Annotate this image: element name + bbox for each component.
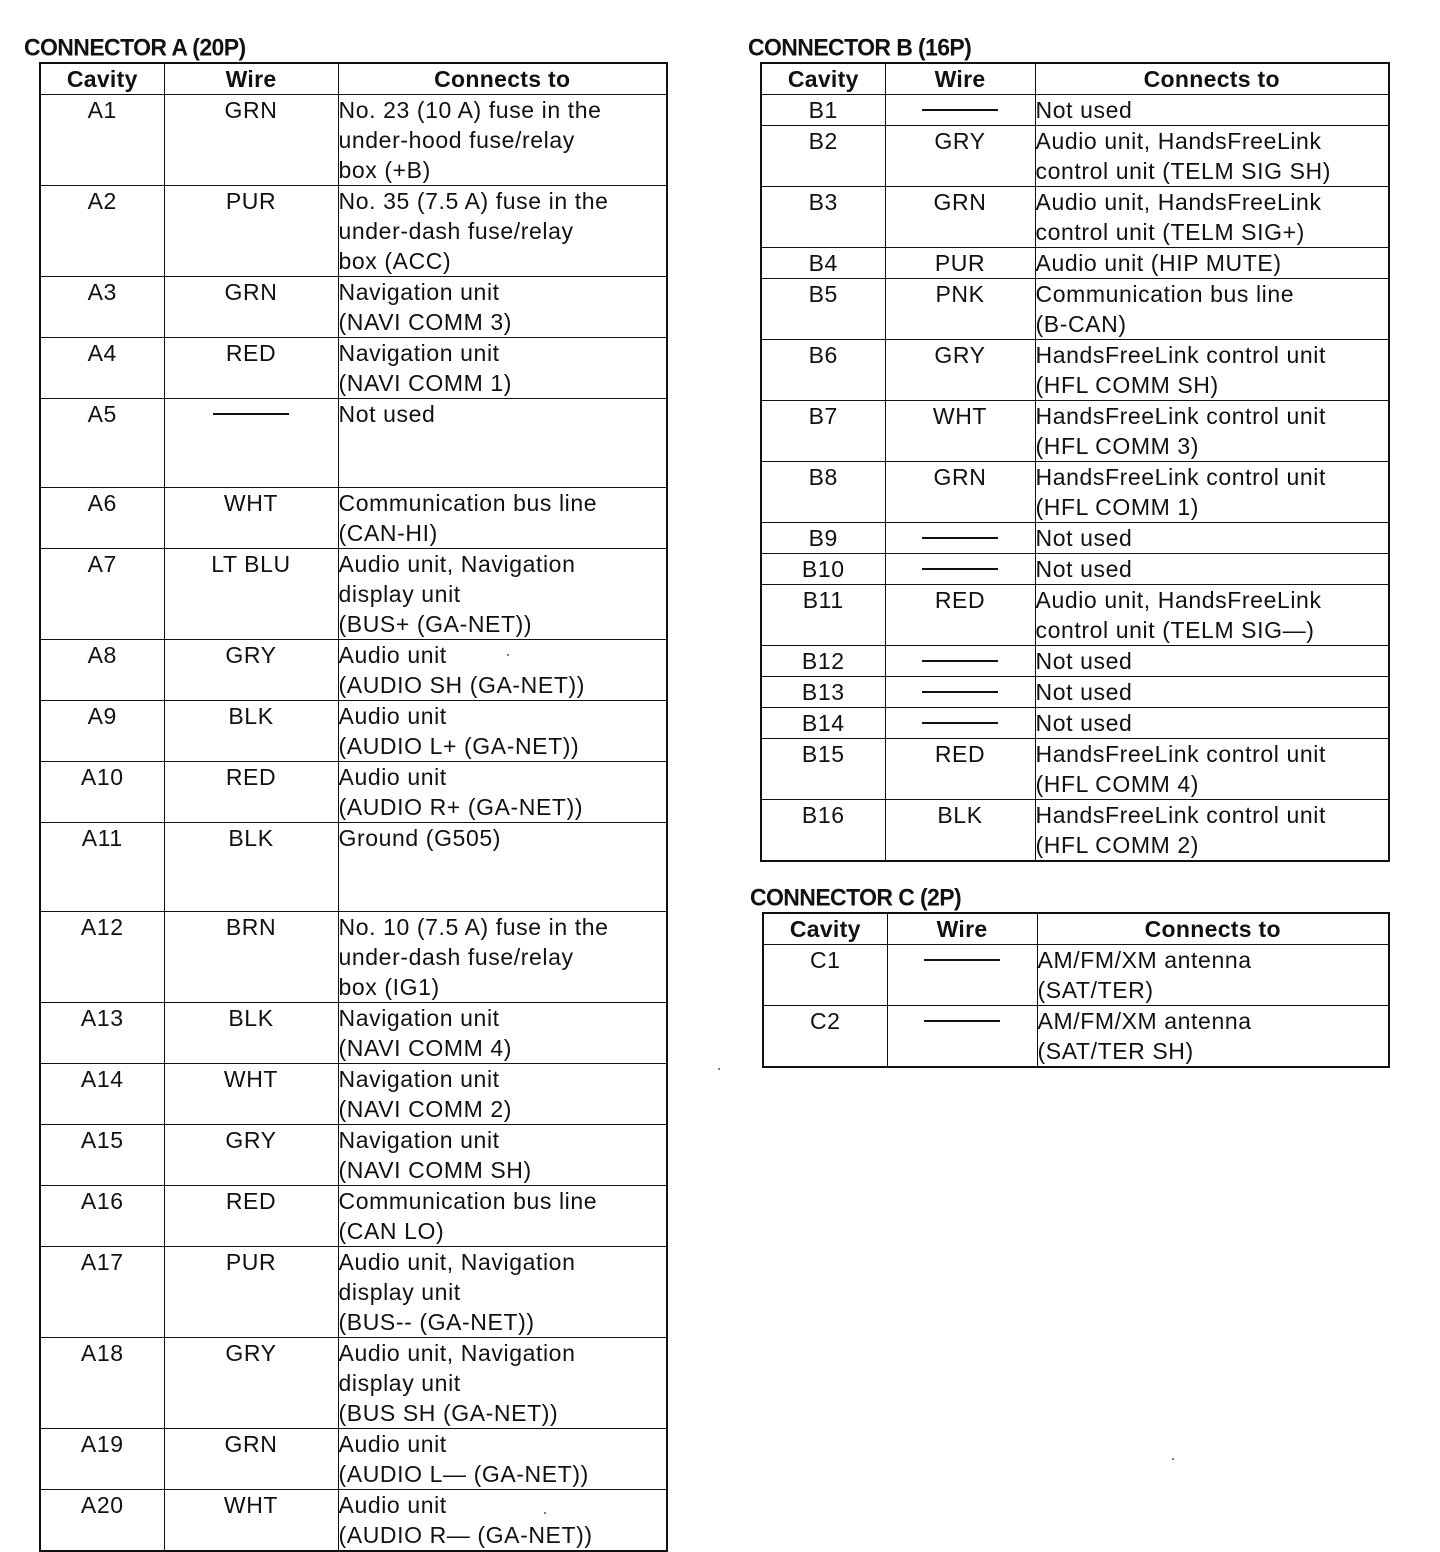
table-row <box>761 646 1389 677</box>
table-row <box>40 186 667 277</box>
connects-to-line: No. 23 (10 A) fuse in the <box>338 97 602 123</box>
table-row <box>761 708 1389 739</box>
connects-to-line: Audio unit <box>338 1431 447 1457</box>
table-row <box>40 1125 667 1186</box>
connects-to-cell <box>1035 462 1389 523</box>
connector-a-table <box>39 62 668 1552</box>
connects-to-line: (HFL COMM 2) <box>1035 832 1200 858</box>
wire-cell: RED <box>164 338 338 399</box>
header-row <box>763 913 1389 945</box>
wire-cell: RED <box>164 762 338 823</box>
cavity-cell: A16 <box>40 1186 164 1247</box>
connects-to-line: Audio unit, Navigation <box>338 1340 576 1366</box>
connector-b-table <box>760 62 1390 862</box>
connects-to-cell <box>1035 800 1389 862</box>
wire-cell: BRN <box>164 912 338 1003</box>
connects-to-cell <box>1035 677 1389 708</box>
cavity-cell: A8 <box>40 640 164 701</box>
connects-to-line: Not used <box>1035 556 1133 582</box>
connects-to-cell <box>338 1125 667 1186</box>
table-row <box>761 248 1389 279</box>
cavity-cell: A20 <box>40 1490 164 1552</box>
scan-speck <box>507 654 509 656</box>
connects-to-line: HandsFreeLink control unit <box>1035 802 1326 828</box>
connects-to-line: (HFL COMM 1) <box>1035 494 1200 520</box>
table-row <box>40 277 667 338</box>
connects-to-line: (AUDIO L+ (GA-NET)) <box>338 733 580 759</box>
connects-to-cell <box>1035 95 1389 126</box>
wire-cell: GRY <box>885 340 1035 401</box>
wire-cell: RED <box>885 585 1035 646</box>
connects-to-line: HandsFreeLink control unit <box>1035 342 1326 368</box>
connects-to-line: Not used <box>1035 648 1133 674</box>
cavity-header: Cavity <box>761 63 885 95</box>
wire-cell: BLK <box>164 823 338 912</box>
connector-a-section <box>24 34 666 1552</box>
table-row <box>40 912 667 1003</box>
connects-to-cell <box>1037 1006 1389 1068</box>
connector-b-title: CONNECTOR B (16P) <box>748 33 972 61</box>
table-row <box>40 1186 667 1247</box>
connects-to-line: (AUDIO R— (GA-NET)) <box>338 1522 593 1548</box>
cavity-cell: B16 <box>761 800 885 862</box>
cavity-cell: B14 <box>761 708 885 739</box>
connector-a-title: CONNECTOR A (20P) <box>24 33 246 61</box>
table-row <box>763 1006 1389 1068</box>
wire-cell <box>887 945 1037 1006</box>
connects-to-line: AM/FM/XM antenna <box>1037 947 1252 973</box>
connects-to-line: (AUDIO L— (GA-NET)) <box>338 1461 589 1487</box>
connects-to-line: (HFL COMM 4) <box>1035 771 1200 797</box>
table-row <box>40 549 667 640</box>
wire-cell: GRY <box>164 640 338 701</box>
table-row <box>761 554 1389 585</box>
connects-to-cell <box>338 1490 667 1552</box>
connects-to-cell <box>338 823 667 912</box>
cavity-cell: A7 <box>40 549 164 640</box>
connects-to-line: control unit (TELM SIG—) <box>1035 617 1315 643</box>
connects-to-line: (BUS+ (GA-NET)) <box>338 611 533 637</box>
connects-to-cell <box>338 338 667 399</box>
table-row <box>40 399 667 488</box>
wire-cell: WHT <box>885 401 1035 462</box>
table-row <box>40 640 667 701</box>
connects-to-cell <box>1035 708 1389 739</box>
connects-to-line: Audio unit, HandsFreeLink <box>1035 587 1322 613</box>
connects-to-cell <box>1035 248 1389 279</box>
connects-to-line: Navigation unit <box>338 1005 500 1031</box>
no-wire-dash <box>922 537 998 539</box>
cavity-cell: B13 <box>761 677 885 708</box>
cavity-cell: A6 <box>40 488 164 549</box>
connects-to-line: Audio unit <box>338 764 447 790</box>
connects-to-line: control unit (TELM SIG+) <box>1035 219 1305 245</box>
connects-to-cell <box>1035 554 1389 585</box>
connects-to-line: Not used <box>1035 525 1133 551</box>
cavity-cell: B8 <box>761 462 885 523</box>
connects-to-line: No. 35 (7.5 A) fuse in the <box>338 188 609 214</box>
table-row <box>40 823 667 912</box>
wire-cell: GRY <box>885 126 1035 187</box>
no-wire-dash <box>922 691 998 693</box>
connects-to-line: Navigation unit <box>338 1066 500 1092</box>
connects-to-cell <box>338 640 667 701</box>
cavity-cell: B12 <box>761 646 885 677</box>
connects-to-line: box (+B) <box>338 157 431 183</box>
connects-to-line: Audio unit (HIP MUTE) <box>1035 250 1282 276</box>
cavity-cell: A10 <box>40 762 164 823</box>
connects-to-cell <box>338 1429 667 1490</box>
no-wire-dash <box>922 722 998 724</box>
header-row <box>761 63 1389 95</box>
cavity-cell: B10 <box>761 554 885 585</box>
wire-cell <box>885 95 1035 126</box>
connector-c-title: CONNECTOR C (2P) <box>750 883 962 911</box>
wire-cell: LT BLU <box>164 549 338 640</box>
connects-to-line: Audio unit <box>338 703 447 729</box>
wire-cell <box>885 523 1035 554</box>
wire-header: Wire <box>887 913 1037 945</box>
connects-to-cell <box>338 399 667 488</box>
connects-to-line: (NAVI COMM 2) <box>338 1096 512 1122</box>
cavity-cell: A5 <box>40 399 164 488</box>
table-row <box>761 800 1389 862</box>
connects-to-line: (CAN LO) <box>338 1218 445 1244</box>
cavity-cell: A14 <box>40 1064 164 1125</box>
wire-cell: GRN <box>164 95 338 186</box>
connects-to-header: Connects to <box>1035 63 1389 95</box>
connects-to-line: Audio unit, Navigation <box>338 551 576 577</box>
connects-to-line: box (IG1) <box>338 974 440 1000</box>
connects-to-line: HandsFreeLink control unit <box>1035 741 1326 767</box>
wire-cell: BLK <box>164 1003 338 1064</box>
connects-to-line: (SAT/TER SH) <box>1037 1038 1194 1064</box>
header-row <box>40 63 667 95</box>
wire-cell: BLK <box>164 701 338 762</box>
cavity-cell: C2 <box>763 1006 887 1068</box>
wire-cell: PUR <box>885 248 1035 279</box>
table-row <box>40 1490 667 1552</box>
table-row <box>761 739 1389 800</box>
wire-cell: WHT <box>164 488 338 549</box>
connects-to-cell <box>338 549 667 640</box>
wire-cell: BLK <box>885 800 1035 862</box>
table-row <box>761 187 1389 248</box>
scan-speck <box>718 1068 720 1070</box>
table-row <box>761 677 1389 708</box>
connects-to-line: Audio unit <box>338 1492 447 1518</box>
connects-to-line: No. 10 (7.5 A) fuse in the <box>338 914 609 940</box>
cavity-cell: A1 <box>40 95 164 186</box>
no-wire-dash <box>213 413 289 415</box>
connects-to-cell <box>338 1338 667 1429</box>
connects-to-line: Not used <box>1035 679 1133 705</box>
table-row <box>763 945 1389 1006</box>
connects-to-cell <box>338 1064 667 1125</box>
connects-to-cell <box>1035 401 1389 462</box>
connects-to-cell <box>1035 739 1389 800</box>
cavity-cell: B11 <box>761 585 885 646</box>
table-row <box>761 462 1389 523</box>
connects-to-cell <box>1035 585 1389 646</box>
connects-to-line: Audio unit <box>338 642 447 668</box>
cavity-cell: A18 <box>40 1338 164 1429</box>
wire-cell: PUR <box>164 1247 338 1338</box>
cavity-cell: A3 <box>40 277 164 338</box>
connects-to-cell <box>338 701 667 762</box>
connects-to-line: display unit <box>338 1279 461 1305</box>
table-row <box>40 1338 667 1429</box>
connects-to-cell <box>338 186 667 277</box>
connects-to-line: Navigation unit <box>338 340 500 366</box>
cavity-cell: B2 <box>761 126 885 187</box>
table-row <box>40 95 667 186</box>
connects-to-cell <box>338 1003 667 1064</box>
connects-to-line: (SAT/TER) <box>1037 977 1154 1003</box>
connects-to-line: under-dash fuse/relay <box>338 944 574 970</box>
wire-cell: PUR <box>164 186 338 277</box>
connects-to-line: Not used <box>1035 710 1133 736</box>
wire-cell <box>885 554 1035 585</box>
scan-speck <box>1172 1458 1174 1460</box>
connects-to-line: (AUDIO SH (GA-NET)) <box>338 672 585 698</box>
cavity-cell: A12 <box>40 912 164 1003</box>
wire-cell: GRN <box>164 1429 338 1490</box>
cavity-header: Cavity <box>40 63 164 95</box>
connects-to-line: Audio unit, Navigation <box>338 1249 576 1275</box>
connects-to-cell <box>1035 523 1389 554</box>
cavity-cell: A9 <box>40 701 164 762</box>
connects-to-cell <box>338 95 667 186</box>
connects-to-cell <box>1035 340 1389 401</box>
table-row <box>40 1247 667 1338</box>
connects-to-line: (B-CAN) <box>1035 311 1127 337</box>
no-wire-dash <box>922 568 998 570</box>
connector-c-table <box>762 912 1390 1068</box>
connects-to-line: Audio unit, HandsFreeLink <box>1035 189 1322 215</box>
cavity-cell: A17 <box>40 1247 164 1338</box>
connects-to-line: Navigation unit <box>338 1127 500 1153</box>
connects-to-line: under-hood fuse/relay <box>338 127 575 153</box>
table-row <box>761 95 1389 126</box>
table-row <box>40 1429 667 1490</box>
wire-cell <box>887 1006 1037 1068</box>
cavity-cell: B6 <box>761 340 885 401</box>
connects-to-header: Connects to <box>338 63 667 95</box>
table-row <box>761 523 1389 554</box>
connects-to-line: Communication bus line <box>338 490 598 516</box>
wire-cell: RED <box>164 1186 338 1247</box>
connects-to-line: Not used <box>338 401 436 427</box>
wire-cell: PNK <box>885 279 1035 340</box>
wire-cell: GRY <box>164 1338 338 1429</box>
wire-cell: GRN <box>164 277 338 338</box>
connects-to-line: (HFL COMM 3) <box>1035 433 1200 459</box>
cavity-cell: A13 <box>40 1003 164 1064</box>
connects-to-line: (BUS-- (GA-NET)) <box>338 1309 535 1335</box>
wire-cell <box>885 646 1035 677</box>
connects-to-line: Audio unit, HandsFreeLink <box>1035 128 1322 154</box>
table-row <box>40 701 667 762</box>
connects-to-cell <box>338 1247 667 1338</box>
cavity-cell: C1 <box>763 945 887 1006</box>
connects-to-line: Navigation unit <box>338 279 500 305</box>
wire-cell: GRN <box>885 187 1035 248</box>
cavity-cell: A2 <box>40 186 164 277</box>
connects-to-cell <box>338 762 667 823</box>
connects-to-cell <box>338 277 667 338</box>
table-row <box>40 762 667 823</box>
connects-to-cell <box>1037 945 1389 1006</box>
connects-to-line: AM/FM/XM antenna <box>1037 1008 1252 1034</box>
connects-to-cell <box>1035 126 1389 187</box>
connects-to-cell <box>1035 187 1389 248</box>
table-row <box>40 1064 667 1125</box>
connects-to-line: under-dash fuse/relay <box>338 218 574 244</box>
wire-cell: GRN <box>885 462 1035 523</box>
connects-to-cell <box>1035 646 1389 677</box>
connects-to-cell <box>1035 279 1389 340</box>
cavity-cell: A19 <box>40 1429 164 1490</box>
connects-to-line: (NAVI COMM 1) <box>338 370 512 396</box>
connects-to-line: HandsFreeLink control unit <box>1035 403 1326 429</box>
connects-to-line: (HFL COMM SH) <box>1035 372 1219 398</box>
no-wire-dash <box>924 959 1000 961</box>
connects-to-line: HandsFreeLink control unit <box>1035 464 1326 490</box>
table-row <box>40 488 667 549</box>
cavity-cell: A11 <box>40 823 164 912</box>
table-row <box>761 340 1389 401</box>
connects-to-line: Communication bus line <box>338 1188 598 1214</box>
connector-b-section <box>748 34 1388 862</box>
cavity-cell: B4 <box>761 248 885 279</box>
wire-cell: RED <box>885 739 1035 800</box>
table-row <box>761 585 1389 646</box>
connects-to-line: (NAVI COMM 3) <box>338 309 512 335</box>
cavity-cell: B9 <box>761 523 885 554</box>
connects-to-line: control unit (TELM SIG SH) <box>1035 158 1332 184</box>
connects-to-line: Not used <box>1035 97 1133 123</box>
connects-to-line: (BUS SH (GA-NET)) <box>338 1400 559 1426</box>
connects-to-line: (NAVI COMM 4) <box>338 1035 512 1061</box>
no-wire-dash <box>922 109 998 111</box>
connects-to-line: Communication bus line <box>1035 281 1295 307</box>
connects-to-line: Ground (G505) <box>338 825 501 851</box>
wire-cell <box>164 399 338 488</box>
connects-to-line: (NAVI COMM SH) <box>338 1157 532 1183</box>
wire-cell <box>885 677 1035 708</box>
table-row <box>761 279 1389 340</box>
connects-to-cell <box>338 488 667 549</box>
cavity-cell: B15 <box>761 739 885 800</box>
wire-cell <box>885 708 1035 739</box>
cavity-cell: B3 <box>761 187 885 248</box>
table-row <box>40 338 667 399</box>
cavity-cell: A4 <box>40 338 164 399</box>
connects-to-line: display unit <box>338 581 461 607</box>
wire-header: Wire <box>164 63 338 95</box>
cavity-cell: A15 <box>40 1125 164 1186</box>
connects-to-header: Connects to <box>1037 913 1389 945</box>
table-row <box>40 1003 667 1064</box>
cavity-header: Cavity <box>763 913 887 945</box>
wire-header: Wire <box>885 63 1035 95</box>
no-wire-dash <box>924 1020 1000 1022</box>
connects-to-cell <box>338 912 667 1003</box>
wire-cell: WHT <box>164 1064 338 1125</box>
scan-speck <box>544 1512 546 1514</box>
table-row <box>761 401 1389 462</box>
connects-to-cell <box>338 1186 667 1247</box>
cavity-cell: B1 <box>761 95 885 126</box>
cavity-cell: B5 <box>761 279 885 340</box>
no-wire-dash <box>922 660 998 662</box>
wire-cell: GRY <box>164 1125 338 1186</box>
table-row <box>761 126 1389 187</box>
cavity-cell: B7 <box>761 401 885 462</box>
connects-to-line: (CAN-HI) <box>338 520 438 546</box>
wire-cell: WHT <box>164 1490 338 1552</box>
connects-to-line: box (ACC) <box>338 248 452 274</box>
connects-to-line: (AUDIO R+ (GA-NET)) <box>338 794 584 820</box>
connector-c-section <box>750 884 1388 1068</box>
connects-to-line: display unit <box>338 1370 461 1396</box>
